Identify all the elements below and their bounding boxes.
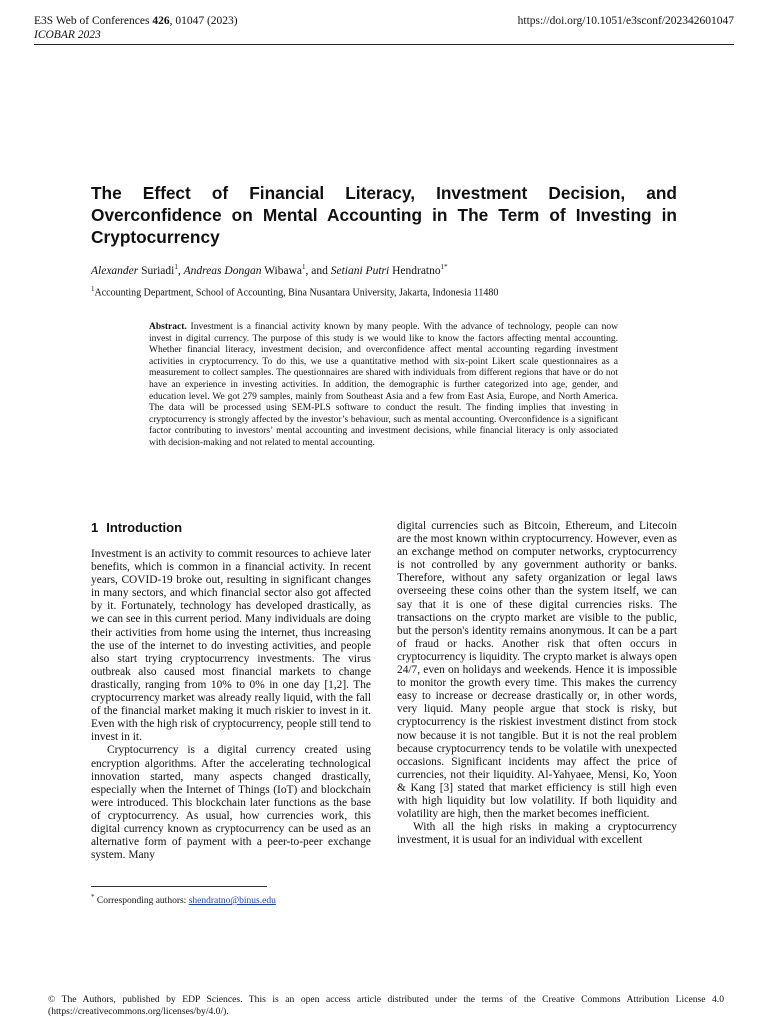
running-header <box>34 14 238 42</box>
body-paragraph: With all the high risks in making a cryptocurrency investment, it is usual for an individual with excellent <box>397 821 677 847</box>
author-affiliation-mark: 1 <box>302 263 306 271</box>
footnote-divider <box>91 886 267 887</box>
author-affiliation-mark: 1* <box>440 263 448 271</box>
footnote-label: Corresponding authors: <box>96 896 189 907</box>
header-divider <box>34 44 734 45</box>
body-paragraph: digital currencies such as Bitcoin, Ethereum, and Litecoin are the most known within cryptocurrency. However, even as an exchange method on computer networks, cryptocurrency is not controlled by any government authority or banks. Therefore, without any safety organization or legal laws overseeing these coins other than the system itself, we can say that it is one of these digital currencies risks. The transactions on the crypto market are visible to the public, but the person's identity remains anonymous. It can be a part of fraud or hacks. Another risk that often occurs in cryptocurrency is liquidity. The crypto market is always open 24/7, even on holidays and weekends. Hence it is impossible to monitor the growth every time. This makes the currency easy to increase or decrease drastically or, in other words, very liquid. Many people argue that stock is risky, but cryptocurrency is the riskiest investment distinct from stock now because it is not tangible. But it is not the real problem because cryptocurrency tends to be volatile with unexpected occasions. Significant incidents may affect the price of currencies, not their liquidity. Al-Yahyaee, Mensi, Ko, Yoon & Kang [3] stated that market efficiency is still high even with high liquidity but low volatility. If both liquidity and volatility are high, then the market becomes inefficient. <box>397 520 677 821</box>
author-family-name: Suriadi <box>141 264 175 277</box>
conference-name: ICOBAR 2023 <box>34 29 101 41</box>
left-column <box>91 520 371 862</box>
footnote-marker: * <box>91 893 95 901</box>
journal-volume: 426 <box>152 15 170 27</box>
right-column <box>397 520 677 847</box>
license-notice: © The Authors, published by EDP Sciences. This is an open access article distributed under the terms of the Creative Commons Attribution License 4.0 (https://creativecommons.org/licenses/by/4.0/). <box>48 994 724 1017</box>
author-separator: , <box>177 264 184 277</box>
author-family-name: Hendratno <box>392 264 441 277</box>
affiliation-mark: 1 <box>91 285 95 293</box>
body-paragraph: Investment is an activity to commit resources to achieve later benefits, which is common in a financial activity. In recent years, COVID-19 broke out, resulting in significant changes in many sectors, and which financial sector also got affected by it. Fortunately, technology has developed drastically, as we can see in this current period. Many individuals are doing their activities from home using the internet, thus increasing the use of the internet to do investing activities, and people also start trying cryptocurrency investments. The virus outbreak also caused most financial markets to change drastically, ranging from 10% to 0% in one day [1,2]. The cryptocurrency market was already really liquid, with the fall of the financial market making it much riskier to invest in it. Even with the high risk of cryptocurrency, people still tend to invest in it. <box>91 548 371 744</box>
abstract <box>149 322 618 450</box>
author-family-name: Wibawa <box>264 264 302 277</box>
corresponding-author-footnote <box>91 893 276 906</box>
article-number: , 01047 (2023) <box>169 15 238 27</box>
author-list <box>91 263 448 277</box>
section-title: Introduction <box>106 520 183 535</box>
affiliation-text: Accounting Department, School of Accounting, Bina Nusantara University, Jakarta, Indonesia 11480 <box>94 287 499 299</box>
author-given-name: Andreas Dongan <box>183 264 262 277</box>
section-number: 1 <box>91 520 99 535</box>
author-email-link[interactable]: shendratno@binus.edu <box>188 896 276 907</box>
author-given-name: Alexander <box>91 264 139 277</box>
author-separator: , and <box>305 264 331 277</box>
doi-link[interactable]: https://doi.org/10.1051/e3sconf/202342601047 <box>517 15 734 27</box>
author-affiliation-mark: 1 <box>174 263 178 271</box>
author-given-name: Setiani Putri <box>330 264 390 277</box>
journal-citation <box>34 14 238 28</box>
abstract-label: Abstract. <box>149 322 187 332</box>
affiliation <box>91 285 498 298</box>
section-heading <box>91 520 371 536</box>
journal-name: E3S Web of Conferences <box>34 15 150 27</box>
paper-title: The Effect of Financial Literacy, Investment Decision, and Overconfidence on Mental Accounting in The Term of Investing in Cryptocurrency <box>91 183 677 247</box>
abstract-text: Investment is a financial activity known by many people. With the advance of technology, people can now invest in digital currency. The purpose of this study is we would like to know the factors affecting mental accounting. Whether financial literacy, investment decision, and overconfidence affect mental accounting regarding investment activities in cryptocurrency. To do this, we use a quantitative method with six-point Likert scale questionnaires as a measurement to collect samples. The questionnaires are shared with individuals from different regions that have or do not have an experience in investing activities. In addition, the demographic is further categorized into age, gender, and education level. We got 279 samples, mainly from Southeast Asia and a few from East Asia, Europe, and North America. The data will be processed using SEM-PLS software to conduct the result. The finding implies that investing in cryptocurrency is strongly affected by the investor’s behaviour, such as mental accounting. Overconfidence is a significant factor contributing to investors’ mental accounting and investment decisions, while financial literacy is only associated with decision-making and not related to mental accounting. <box>149 322 618 448</box>
body-paragraph: Cryptocurrency is a digital currency created using encryption algorithms. After the accelerating technological innovation started, many aspects changed drastically, especially when the Internet of Things (IoT) and blockchain were introduced. This blockchain later functions as the base of cryptocurrency. As usual, how currencies work, this digital currency known as cryptocurrency can be used as an alternative form of payment with a peer-to-peer exchange system. Many <box>91 744 371 862</box>
